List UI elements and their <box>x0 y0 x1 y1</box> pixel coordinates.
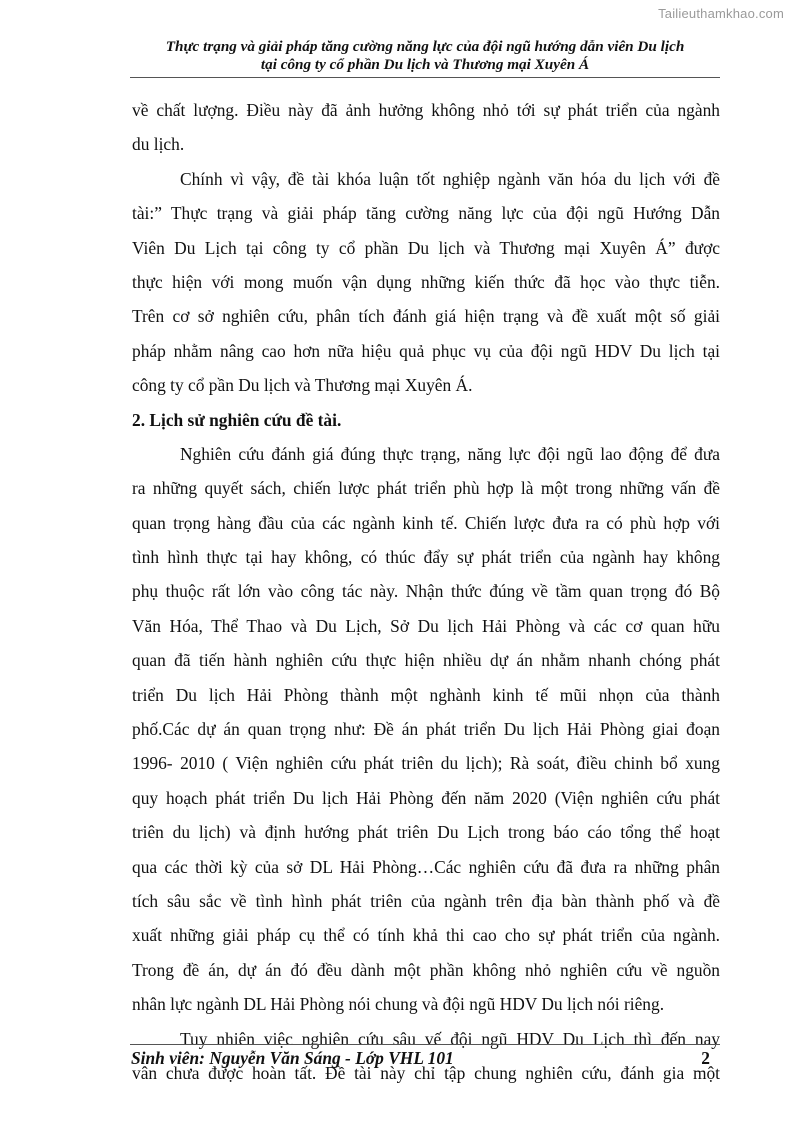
body-line: triên du lịch) và định hướng phát triên Du Lịch trong báo cáo tổng thể hoạt <box>132 822 720 843</box>
body-line: công ty cổ pần Du lịch và Thương mại Xuyên Á. <box>132 375 473 396</box>
body-line: nhân lực ngành DL Hải Phòng nói chung và đội ngũ HDV Du lịch nói riêng. <box>132 994 665 1015</box>
page-number: 2 <box>701 1048 710 1068</box>
header-title-line-2: tại công ty cổ phần Du lịch và Thương mại Xuyên Á <box>260 56 590 73</box>
running-footer <box>131 1047 718 1069</box>
body-line: 1996- 2010 ( Viện nghiên cứu phát triên du lịch); Rà soát, điều chinh bổ xung <box>132 753 720 774</box>
body-line: Viên Du Lịch tại công ty cổ phần Du lịch và Thương mại Xuyên Á” được <box>132 237 720 258</box>
footer-divider <box>130 1044 720 1045</box>
footer-author: Sinh viên: Nguyễn Văn Sáng - Lớp VHL 101 <box>131 1048 454 1068</box>
header-title-line-1: Thực trạng và giải pháp tăng cường năng lực của đội ngũ hướng dẫn viên Du lịch <box>165 38 685 55</box>
paragraph-start-line: Tuy nhiên việc nghiên cứu sâu vế đội ngũ HDV Du Lịch thì đến nay <box>180 1028 720 1049</box>
paragraph-start-line: Nghiên cứu đánh giá đúng thực trạng, năng lực đội ngũ lao động để đưa <box>180 443 720 464</box>
body-line: phố.Các dự án quan trọng như: Đề án phát triển Du lịch Hải Phòng giai đoạn <box>132 719 720 740</box>
body-line: ra những quyết sách, chiến lược phát triển phù hợp là một trong những vấn đề <box>132 478 720 499</box>
body-line: triển Du lịch Hải Phòng thành một nghành kinh tế mũi nhọn của thành <box>132 684 720 705</box>
body-line: xuất những giải pháp cụ thể có tính khả thi cao cho sự phát triển của ngành. <box>132 925 720 946</box>
body-line: Trên cơ sở nghiên cứu, phân tích đánh giá hiện trạng và đề xuất một số giải <box>132 306 720 327</box>
body-line: quan trọng hàng đầu của các ngành kinh tế. Chiến lược đưa ra có phù hợp với <box>132 512 720 533</box>
body-line: tình hình thực tại hay không, có thúc đẩy sự phát triển của ngành hay không <box>132 547 720 568</box>
section-heading: 2. Lịch sử nghiên cứu đề tài. <box>132 409 342 430</box>
header-divider <box>130 77 720 78</box>
body-line: qua các thời kỳ của sở DL Hải Phòng…Các nghiên cứu đã đưa ra những phân <box>132 856 720 877</box>
body-line: về chất lượng. Điều này đã ảnh hưởng không nhỏ tới sự phát triển của ngành <box>132 100 720 120</box>
body-line: tài:” Thực trạng và giải pháp tăng cường năng lực của đội ngũ Hướng Dẫn <box>132 203 720 224</box>
document-body <box>132 93 720 1090</box>
body-line: phụ thuộc rất lớn vào công tác này. Nhận thức đúng về tầm quan trọng đó Bộ <box>132 581 720 602</box>
paragraph-start-line: Chính vì vậy, đề tài khóa luận tốt nghiệp ngành văn hóa du lịch với đề <box>180 168 720 189</box>
body-line: vân chưa được hoàn tất. Đề tài này chỉ tập chung nghiên cứu, đánh gia một <box>132 1062 720 1083</box>
watermark: Tailieuthamkhao.com <box>658 6 784 21</box>
body-line: thực hiện với mong muốn vận dụng những kiến thức đã học vào thực tiễn. <box>132 271 720 292</box>
running-header <box>130 38 720 74</box>
body-line: tích sâu sắc về tình hình phát triên của ngành trên địa bàn thành phố và đề <box>132 890 720 911</box>
body-line: pháp nhằm nâng cao hơn nữa hiệu quả phục vụ của đội ngũ HDV Du lịch tại <box>132 340 720 361</box>
body-line: Trong đề án, dự án đó đều dành một phần không nhỏ nghiên cứu về nguồn <box>132 959 720 980</box>
body-line: quan đã tiến hành nghiên cứu thực hiện nhiều dự án nhằm nhanh chóng phát <box>132 650 720 671</box>
body-line: Văn Hóa, Thể Thao và Du Lịch, Sở Du lịch Hải Phòng và các cơ quan hữu <box>132 615 720 636</box>
body-line: du lịch. <box>132 134 185 155</box>
body-line: quy hoạch phát triển Du lịch Hải Phòng đến năm 2020 (Viện nghiên cứu phát <box>132 787 720 808</box>
